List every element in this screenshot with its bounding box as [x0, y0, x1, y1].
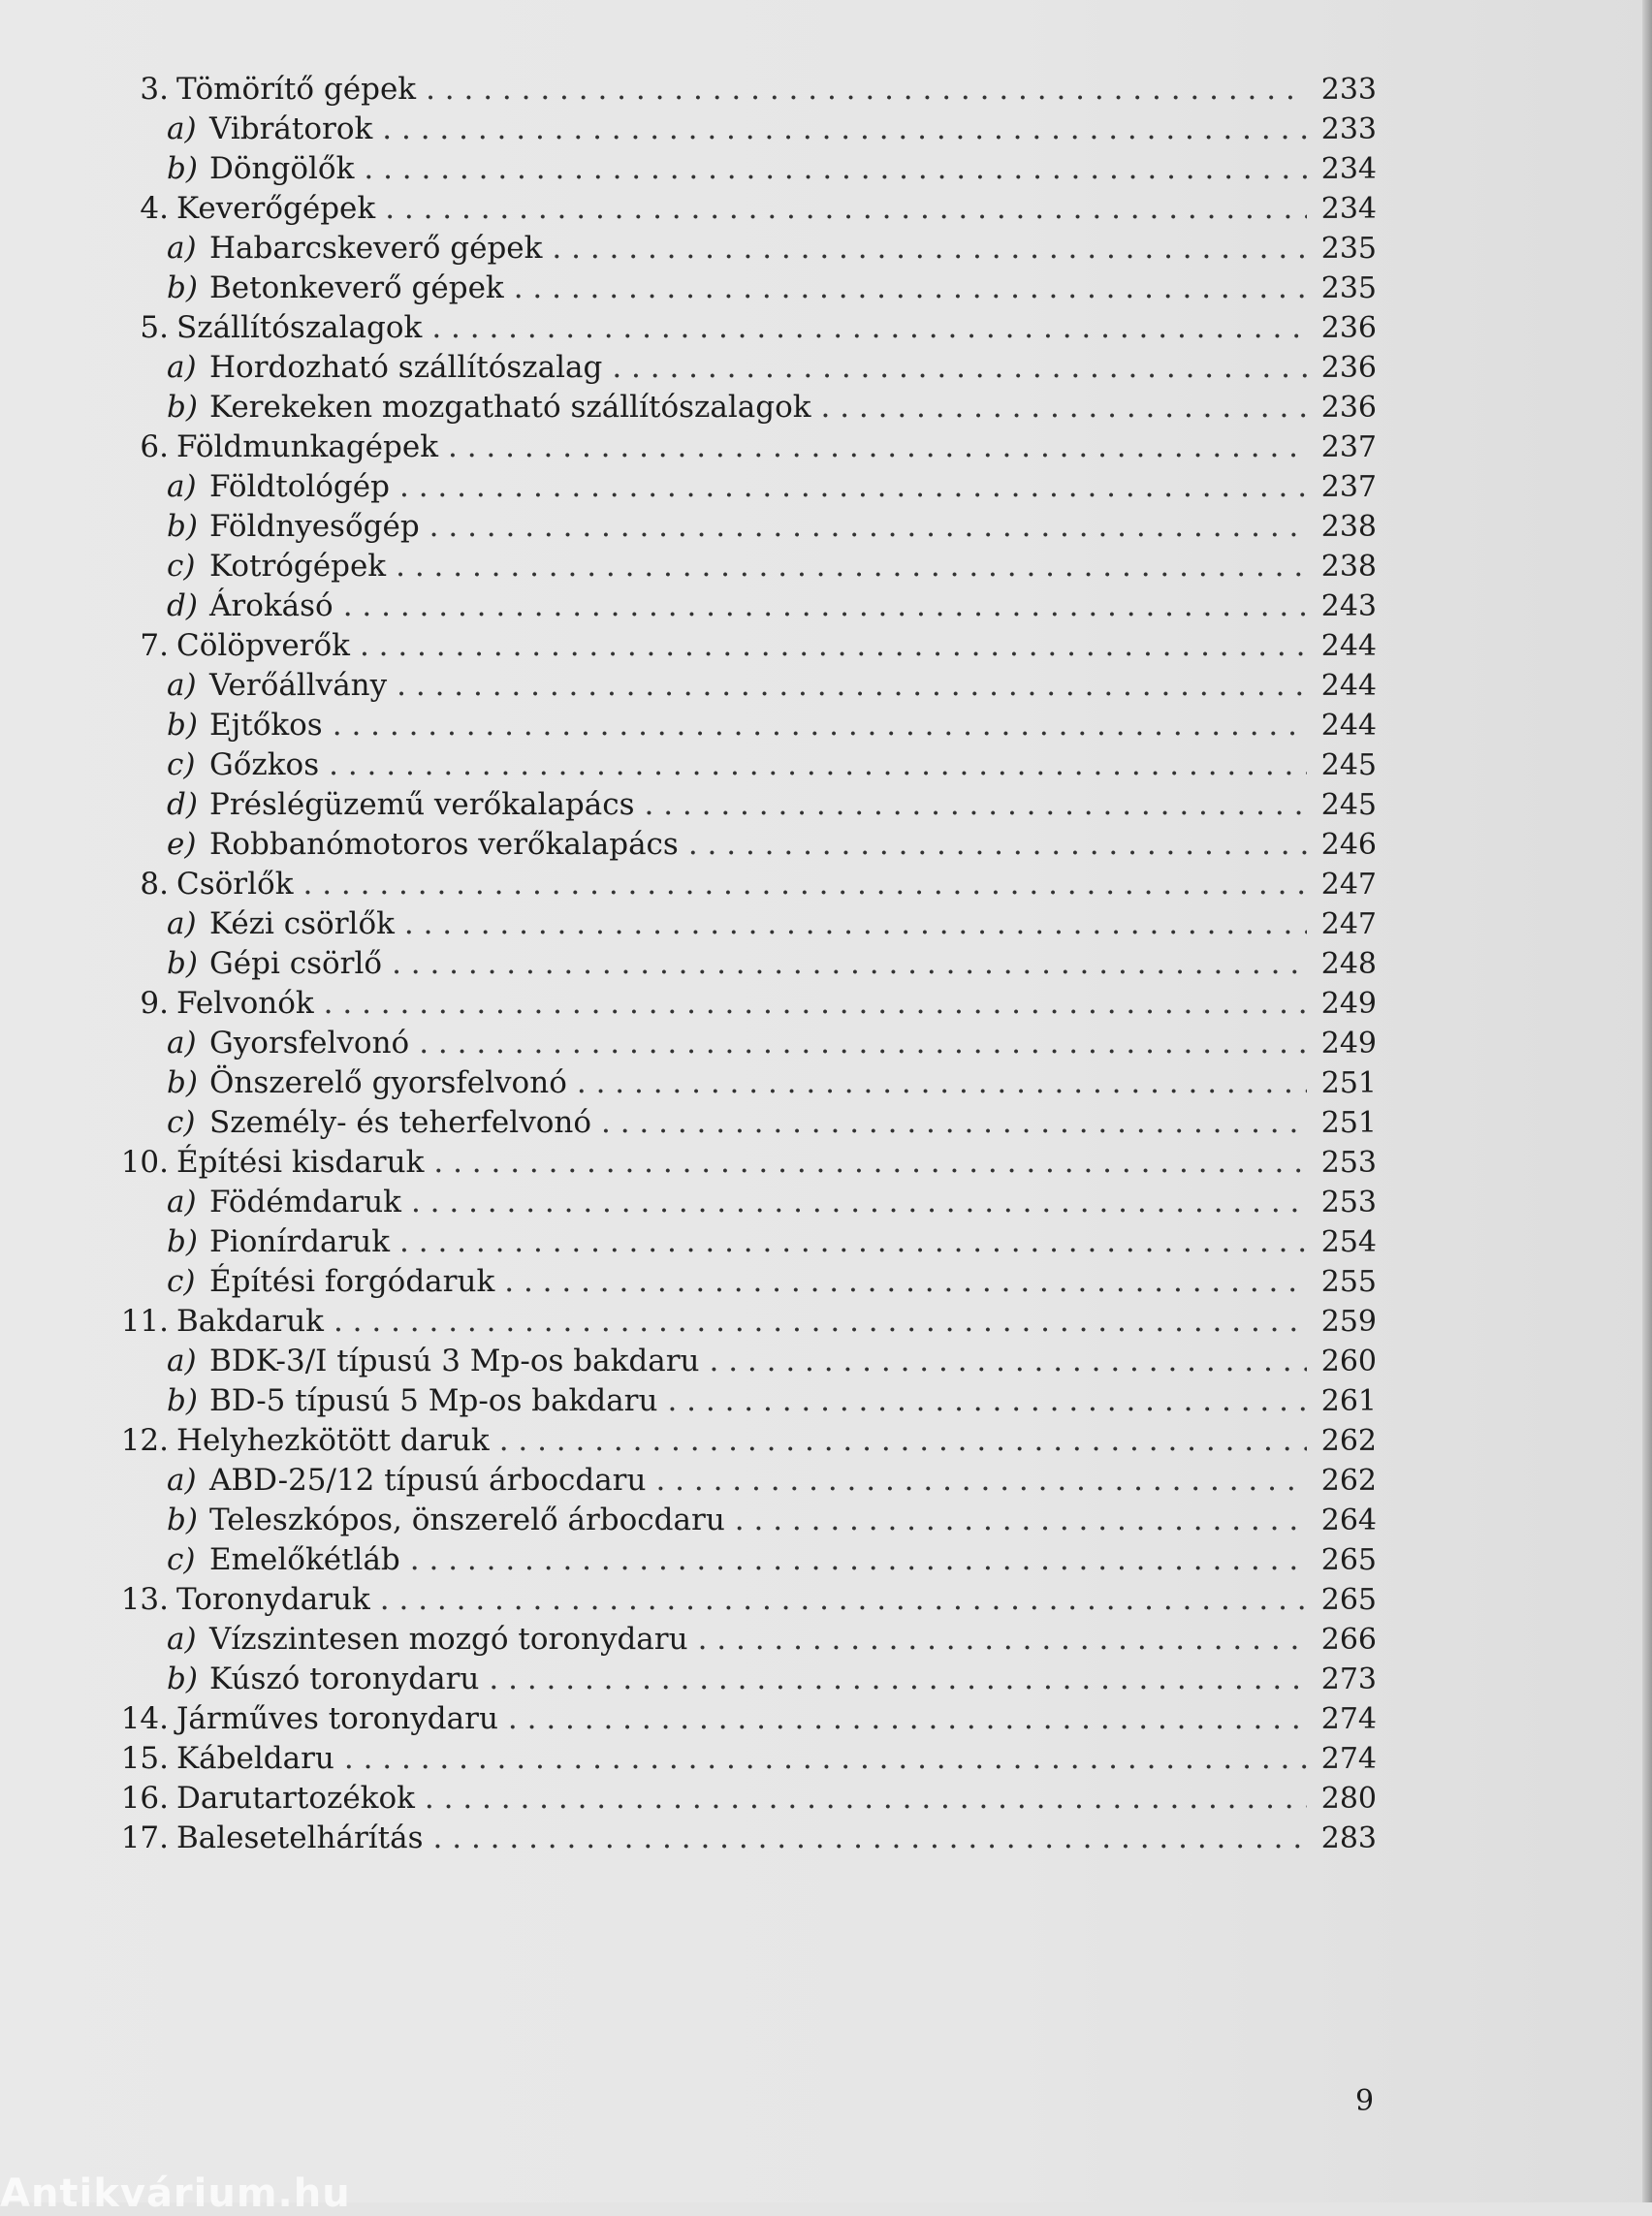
entry-page-number: 254: [1320, 1225, 1377, 1259]
dot-leader: [688, 825, 1307, 865]
entry-title: ABD-25/12 típusú árbocdaru: [209, 1463, 647, 1498]
entry-number: 11.: [120, 1304, 169, 1339]
entry-page-number: 233: [1320, 73, 1377, 107]
entry-page-number: 249: [1320, 1027, 1377, 1061]
toc-entry: [107, 70, 1377, 110]
entry-title: Kúszó toronydaru: [209, 1662, 480, 1696]
entry-title: BDK-3/I típusú 3 Mp-os bakdaru: [209, 1344, 700, 1378]
table-of-contents: [107, 70, 1377, 1858]
entry-number: 16.: [120, 1781, 169, 1816]
entry-letter: a): [167, 1026, 197, 1061]
dot-leader: [333, 706, 1307, 745]
entry-letter: b): [167, 1065, 198, 1100]
entry-title: Gépi csörlő: [209, 946, 383, 981]
dot-leader: [601, 1103, 1307, 1143]
dot-leader: [302, 865, 1307, 904]
entry-number: 4.: [140, 191, 169, 226]
entry-letter: b): [167, 390, 198, 425]
entry-title: Cölöpverők: [176, 628, 350, 663]
toc-subentry: [107, 1501, 1377, 1540]
toc-entry: [107, 1819, 1377, 1858]
toc-entry: [107, 1779, 1377, 1819]
entry-page-number: 244: [1320, 709, 1377, 743]
entry-page-number: 244: [1320, 629, 1377, 663]
entry-page-number: 265: [1320, 1583, 1377, 1617]
entry-number: 7.: [140, 628, 169, 663]
dot-leader: [612, 348, 1307, 388]
dot-leader: [380, 1580, 1307, 1620]
dot-leader: [411, 1183, 1307, 1222]
entry-letter: a): [167, 906, 197, 941]
entry-letter: b): [167, 1383, 198, 1418]
entry-page-number: 283: [1320, 1821, 1377, 1855]
entry-title: BD-5 típusú 5 Mp-os bakdaru: [209, 1383, 658, 1418]
entry-letter: b): [167, 151, 198, 186]
dot-leader: [655, 1461, 1307, 1501]
entry-letter: b): [167, 1224, 198, 1259]
entry-title: Helyhezkötött daruk: [176, 1423, 490, 1458]
toc-subentry: [107, 1660, 1377, 1699]
dot-leader: [448, 427, 1307, 467]
entry-number: 17.: [120, 1820, 169, 1855]
dot-leader: [514, 269, 1307, 308]
page-number: 9: [1355, 2084, 1375, 2118]
entry-title: Földnyesőgép: [209, 509, 420, 544]
toc-subentry: [107, 1262, 1377, 1302]
toc-subentry: [107, 586, 1377, 626]
entry-title: Kézi csörlők: [209, 906, 395, 941]
dot-leader: [667, 1381, 1307, 1421]
toc-entry: [107, 984, 1377, 1024]
entry-letter: b): [167, 1503, 198, 1537]
entry-page-number: 244: [1320, 669, 1377, 703]
toc-entry: [107, 626, 1377, 666]
entry-page-number: 274: [1320, 1702, 1377, 1736]
entry-title: Toronydaruk: [176, 1582, 370, 1617]
entry-number: 15.: [120, 1741, 169, 1776]
entry-number: 9.: [140, 986, 169, 1021]
entry-page-number: 247: [1320, 868, 1377, 902]
toc-subentry: [107, 1381, 1377, 1421]
toc-subentry: [107, 1342, 1377, 1381]
entry-page-number: 234: [1320, 152, 1377, 186]
toc-subentry: [107, 507, 1377, 547]
entry-title: Árokásó: [209, 588, 334, 623]
toc-subentry: [107, 706, 1377, 745]
toc-entry: [107, 427, 1377, 467]
entry-number: 13.: [120, 1582, 169, 1617]
toc-entry: [107, 1302, 1377, 1342]
entry-page-number: 253: [1320, 1186, 1377, 1219]
toc-subentry: [107, 1620, 1377, 1660]
entry-page-number: 248: [1320, 947, 1377, 981]
dot-leader: [343, 586, 1307, 626]
entry-page-number: 280: [1320, 1782, 1377, 1816]
dot-leader: [396, 547, 1307, 586]
entry-letter: c): [167, 1105, 196, 1140]
toc-entry: [107, 308, 1377, 348]
toc-subentry: [107, 1222, 1377, 1262]
dot-leader: [499, 1421, 1307, 1461]
dot-leader: [404, 904, 1307, 944]
entry-title: Hordozható szállítószalag: [209, 350, 603, 385]
entry-letter: a): [167, 350, 197, 385]
entry-letter: c): [167, 747, 196, 782]
dot-leader: [397, 666, 1307, 706]
toc-subentry: [107, 1024, 1377, 1063]
entry-letter: e): [167, 827, 197, 862]
entry-title: Felvonók: [176, 986, 314, 1021]
entry-title: Robbanómotoros verőkalapács: [209, 827, 679, 862]
entry-page-number: 262: [1320, 1464, 1377, 1498]
entry-title: Tömörítő gépek: [176, 72, 417, 107]
entry-title: Habarcskeverő gépek: [209, 231, 543, 266]
dot-leader: [364, 149, 1307, 189]
entry-number: 5.: [140, 310, 169, 345]
entry-page-number: 273: [1320, 1662, 1377, 1696]
dot-leader: [577, 1063, 1307, 1103]
entry-page-number: 233: [1320, 112, 1377, 146]
dot-leader: [552, 229, 1307, 269]
entry-number: 12.: [120, 1423, 169, 1458]
entry-letter: a): [167, 1463, 197, 1498]
dot-leader: [360, 626, 1307, 666]
entry-page-number: 251: [1320, 1066, 1377, 1100]
entry-letter: a): [167, 668, 197, 703]
toc-subentry: [107, 825, 1377, 865]
entry-letter: b): [167, 509, 198, 544]
dot-leader: [698, 1620, 1307, 1660]
entry-page-number: 237: [1320, 430, 1377, 464]
dot-leader: [735, 1501, 1307, 1540]
page-edge-shadow: [1642, 0, 1652, 2202]
toc-subentry: [107, 1183, 1377, 1222]
dot-leader: [433, 1819, 1307, 1858]
entry-letter: b): [167, 270, 198, 305]
entry-title: Önszerelő gyorsfelvonó: [209, 1065, 567, 1100]
entry-page-number: 266: [1320, 1623, 1377, 1657]
toc-subentry: [107, 149, 1377, 189]
entry-page-number: 274: [1320, 1742, 1377, 1776]
entry-title: Betonkeverő gépek: [209, 270, 504, 305]
entry-title: Földtológép: [209, 469, 390, 504]
entry-number: 10.: [120, 1145, 169, 1180]
toc-subentry: [107, 110, 1377, 149]
dot-leader: [645, 785, 1308, 825]
toc-subentry: [107, 348, 1377, 388]
entry-title: Járműves toronydaru: [176, 1701, 498, 1736]
dot-leader: [410, 1540, 1307, 1580]
toc-entry: [107, 1421, 1377, 1461]
entry-letter: a): [167, 1622, 197, 1657]
toc-entry: [107, 189, 1377, 229]
entry-page-number: 249: [1320, 987, 1377, 1021]
entry-title: Darutartozékok: [176, 1781, 415, 1816]
entry-page-number: 235: [1320, 271, 1377, 305]
entry-page-number: 265: [1320, 1543, 1377, 1577]
entry-letter: a): [167, 1185, 197, 1219]
entry-page-number: 259: [1320, 1305, 1377, 1339]
entry-letter: a): [167, 111, 197, 146]
dot-leader: [433, 1143, 1307, 1183]
entry-letter: a): [167, 231, 197, 266]
entry-page-number: 236: [1320, 351, 1377, 385]
dot-leader: [324, 984, 1307, 1024]
entry-title: Födémdaruk: [209, 1185, 401, 1219]
entry-letter: a): [167, 469, 197, 504]
toc-subentry: [107, 666, 1377, 706]
toc-subentry: [107, 467, 1377, 507]
entry-title: Gyorsfelvonó: [209, 1026, 410, 1061]
entry-title: Préslégüzemű verőkalapács: [209, 787, 635, 822]
dot-leader: [429, 507, 1307, 547]
entry-title: Kerekeken mozgatható szállítószalagok: [209, 390, 811, 425]
toc-entry: [107, 865, 1377, 904]
dot-leader: [334, 1302, 1307, 1342]
dot-leader: [419, 1024, 1307, 1063]
toc-subentry: [107, 944, 1377, 984]
dot-leader: [508, 1699, 1307, 1739]
entry-title: Csörlők: [176, 867, 294, 902]
entry-number: 14.: [120, 1701, 169, 1736]
entry-page-number: 238: [1320, 510, 1377, 544]
entry-page-number: 255: [1320, 1265, 1377, 1299]
entry-letter: b): [167, 708, 198, 743]
entry-letter: c): [167, 549, 196, 584]
dot-leader: [504, 1262, 1307, 1302]
entry-page-number: 264: [1320, 1504, 1377, 1537]
entry-title: Ejtőkos: [209, 708, 323, 743]
entry-page-number: 235: [1320, 232, 1377, 266]
entry-page-number: 251: [1320, 1106, 1377, 1140]
dot-leader: [399, 1222, 1307, 1262]
entry-title: Vibrátorok: [209, 111, 373, 146]
toc-subentry: [107, 1540, 1377, 1580]
entry-letter: a): [167, 1344, 197, 1378]
entry-title: Pionírdaruk: [209, 1224, 391, 1259]
entry-page-number: 236: [1320, 311, 1377, 345]
entry-title: Verőállvány: [209, 668, 388, 703]
toc-entry: [107, 1699, 1377, 1739]
dot-leader: [709, 1342, 1307, 1381]
entry-page-number: 261: [1320, 1384, 1377, 1418]
entry-title: Döngölők: [209, 151, 355, 186]
entry-page-number: 260: [1320, 1345, 1377, 1378]
entry-page-number: 237: [1320, 470, 1377, 504]
toc-entry: [107, 1143, 1377, 1183]
entry-page-number: 234: [1320, 192, 1377, 226]
entry-letter: b): [167, 1662, 198, 1696]
toc-subentry: [107, 1103, 1377, 1143]
toc-subentry: [107, 229, 1377, 269]
entry-title: Balesetelhárítás: [176, 1820, 424, 1855]
toc-subentry: [107, 1063, 1377, 1103]
dot-leader: [425, 1779, 1307, 1819]
dot-leader: [399, 467, 1307, 507]
dot-leader: [344, 1739, 1307, 1779]
entry-title: Építési kisdaruk: [176, 1145, 425, 1180]
entry-number: 6.: [140, 429, 169, 464]
entry-page-number: 245: [1320, 788, 1377, 822]
entry-title: Szállítószalagok: [176, 310, 423, 345]
entry-letter: c): [167, 1542, 196, 1577]
entry-title: Személy- és teherfelvonó: [209, 1105, 591, 1140]
toc-subentry: [107, 785, 1377, 825]
toc-subentry: [107, 904, 1377, 944]
toc-subentry: [107, 745, 1377, 785]
entry-letter: d): [167, 588, 198, 623]
entry-number: 8.: [140, 867, 169, 902]
entry-letter: c): [167, 1264, 196, 1299]
entry-title: Emelőkétláb: [209, 1542, 400, 1577]
entry-page-number: 246: [1320, 828, 1377, 862]
toc-entry: [107, 1739, 1377, 1779]
dot-leader: [431, 308, 1307, 348]
toc-subentry: [107, 1461, 1377, 1501]
entry-title: Keverőgépek: [176, 191, 376, 226]
entry-page-number: 236: [1320, 391, 1377, 425]
entry-title: Vízszintesen mozgó toronydaru: [209, 1622, 688, 1657]
entry-title: Földmunkagépek: [176, 429, 438, 464]
dot-leader: [821, 388, 1307, 427]
entry-title: Teleszkópos, önszerelő árbocdaru: [209, 1503, 725, 1537]
dot-leader: [426, 70, 1307, 110]
entry-page-number: 247: [1320, 907, 1377, 941]
entry-page-number: 238: [1320, 550, 1377, 584]
toc-subentry: [107, 547, 1377, 586]
dot-leader: [329, 745, 1307, 785]
entry-letter: b): [167, 946, 198, 981]
entry-page-number: 262: [1320, 1424, 1377, 1458]
entry-title: Kotrógépek: [209, 549, 387, 584]
entry-page-number: 253: [1320, 1146, 1377, 1180]
entry-title: Építési forgódaruk: [209, 1264, 495, 1299]
entry-number: 3.: [140, 72, 169, 107]
watermark-text: Antikvárium.hu: [0, 2171, 351, 2216]
entry-letter: d): [167, 787, 198, 822]
toc-subentry: [107, 388, 1377, 427]
dot-leader: [392, 944, 1307, 984]
entry-page-number: 245: [1320, 748, 1377, 782]
dot-leader: [382, 110, 1307, 149]
dot-leader: [489, 1660, 1307, 1699]
entry-title: Kábeldaru: [176, 1741, 334, 1776]
dot-leader: [385, 189, 1307, 229]
toc-subentry: [107, 269, 1377, 308]
toc-entry: [107, 1580, 1377, 1620]
entry-page-number: 243: [1320, 589, 1377, 623]
entry-title: Bakdaruk: [176, 1304, 324, 1339]
entry-title: Gőzkos: [209, 747, 320, 782]
